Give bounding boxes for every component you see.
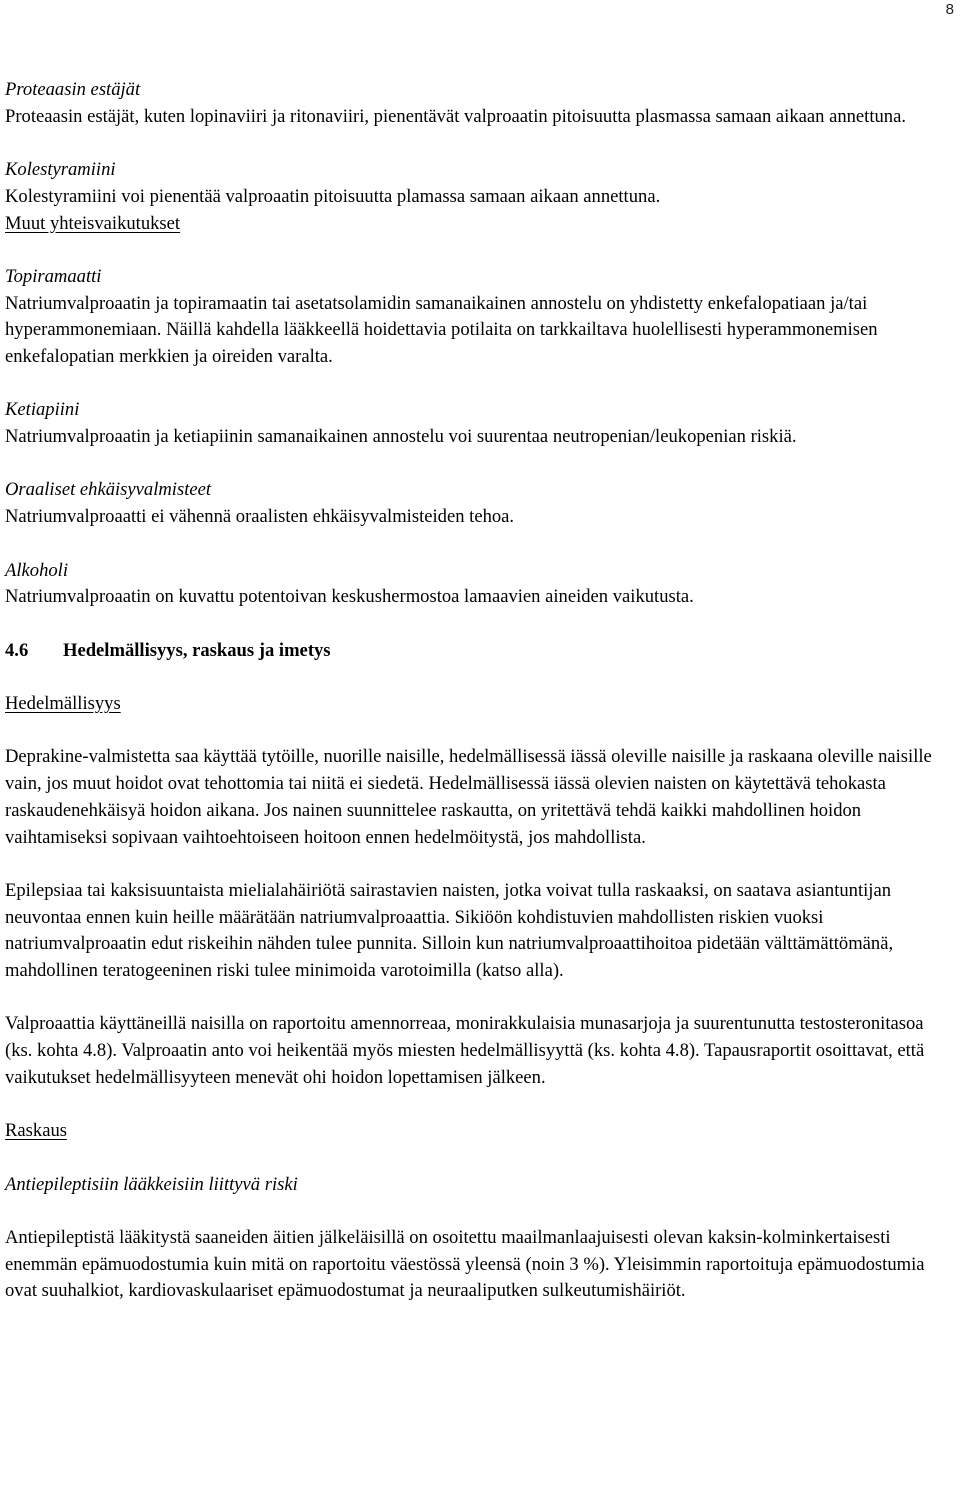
subheading-antiepileptisiin: Antiepileptisiin lääkkeisiin liittyvä riski <box>5 1173 298 1195</box>
subheading-topiramaatti: Topiramaatti <box>5 265 102 287</box>
paragraph-kolestyramiini: Kolestyramiini voi pienentää valproaatin pitoisuutta plamassa samaan aikaan annettuna. <box>5 185 661 207</box>
paragraph-hedelmallisyys-2: Epilepsiaa tai kaksisuuntaista mielialahäiriötä sairastavien naisten, jotka voivat tulla raskaaksi, on saatava asiantuntijan neuvontaa ennen kuin heille määrätään natriumvalproaattia. Sikiöön kohdistuvien mahdollisten riskien vuoksi natriumvalproaatin edut riskeihin nähden tulee punnita. Silloin kun natriumvalproaattihoitoa pidetään välttämättömänä, mahdollinen teratogeeninen riski tulee minimoida varotoimilla (katso alla). <box>5 879 894 982</box>
subheading-alkoholi: Alkoholi <box>5 559 68 581</box>
section-number: 4.6 <box>5 639 29 661</box>
paragraph-antiepileptisiin: Antiepileptistä lääkitystä saaneiden äitien jälkeläisillä on osoitettu maailmanlaajuisesti olevan kaksin-kolminkertaisesti enemmän epämuodostumia kuin mitä on raportoitu väestössä yleensä (noin 3 %). Yleisimmin raportoituja epämuodostumia ovat suuhalkiot, kardiovaskulaariset epämuodostumat ja neuraaliputken sulkeutumishäiriöt. <box>5 1227 925 1302</box>
paragraph-ketiapiini: Natriumvalproaatin ja ketiapiinin samanaikainen annostelu voi suurentaa neutropenian/leukopenian riskiä. <box>5 426 797 448</box>
subheading-ehkaisy: Oraaliset ehkäisyvalmisteet <box>5 479 212 501</box>
subheading-ketiapiini: Ketiapiini <box>5 399 80 421</box>
heading-hedelmallisyys: Hedelmällisyys <box>5 693 121 715</box>
section-proteaasin <box>5 77 955 130</box>
paragraph-proteaasin: Proteaasin estäjät, kuten lopinaviiri ja ritonaviiri, pienentävät valproaatin pitoisuutta plasmassa samaan aikaan annettuna. <box>5 105 906 127</box>
paragraph-hedelmallisyys-1: Deprakine-valmistetta saa käyttää tytöille, nuorille naisille, hedelmällisessä iässä oleville naisille ja raskaana oleville naisille vain, jos muut hoidot ovat tehottomia tai niitä ei siedetä. Hedelmällisessä iässä olevien naisten on käytettävä tehokasta raskaudenehkäisyä hoidon aikana. Jos nainen suunnittelee raskautta, on yritettävä tehdä kaikki mahdollinen hoidon vaihtamiseksi sopivaan vaihtoehtoiseen hoitoon ennen hedelmöitystä, jos mahdollista. <box>5 746 932 848</box>
section-kolestyramiini <box>5 157 955 237</box>
paragraph-topiramaatti: Natriumvalproaatin ja topiramaatin tai asetatsolamidin samanaikainen annostelu on yhdistetty enkefalopatiaan ja/tai hyperammonemiaan. Näillä kahdella lääkkeellä hoidettavia potilaita on tarkkailtava huolellisesti hyperammonemisen enkefalopatian merkkien ja oireiden varalta. <box>5 292 878 367</box>
document-body <box>5 77 955 1305</box>
section-title: Hedelmällisyys, raskaus ja imetys <box>63 639 331 661</box>
section-ehkaisy <box>5 477 955 530</box>
section-alkoholi <box>5 558 955 611</box>
subheading-kolestyramiini: Kolestyramiini <box>5 159 116 181</box>
paragraph-hedelmallisyys-3: Valproaattia käyttäneillä naisilla on raportoitu amennorreaa, monirakkulaisia munasarjoja ja suurentunutta testosteronitasoa (ks. kohta 4.8). Valproaatin anto voi heikentää myös miesten hedelmällisyyttä (ks. kohta 4.8). Tapausraportit osoittavat, että vaikutukset hedelmällisyyteen menevät ohi hoidon lopettamisen jälkeen. <box>5 1013 925 1088</box>
section-heading-4-6 <box>5 638 955 665</box>
page-number: 8 <box>945 1 954 18</box>
paragraph-ehkaisy: Natriumvalproaatti ei vähennä oraalisten ehkäisyvalmisteiden tehoa. <box>5 506 515 528</box>
heading-raskaus: Raskaus <box>5 1120 67 1142</box>
paragraph-alkoholi: Natriumvalproaatin on kuvattu potentoivan keskushermostoa lamaavien aineiden vaikutusta. <box>5 586 694 608</box>
section-ketiapiini <box>5 397 955 450</box>
heading-muut-yhteisvaikutukset: Muut yhteisvaikutukset <box>5 212 181 234</box>
section-topiramaatti <box>5 264 955 371</box>
subheading-proteaasin: Proteaasin estäjät <box>5 79 141 100</box>
